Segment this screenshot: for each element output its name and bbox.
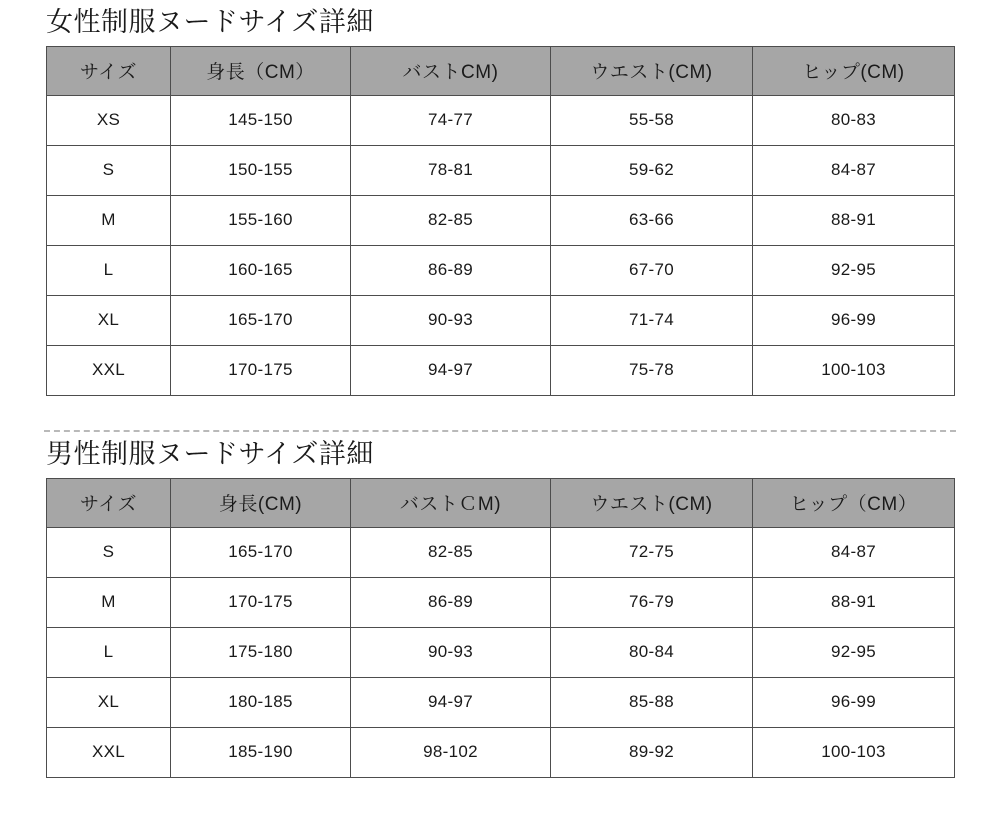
- cell-height: 180-185: [171, 677, 351, 727]
- cell-bust: 90-93: [351, 295, 551, 345]
- table-row: [47, 627, 955, 677]
- cell-bust: 94-97: [351, 345, 551, 395]
- cell-height: 165-170: [171, 295, 351, 345]
- female-table-body: [47, 95, 955, 395]
- cell-height: 145-150: [171, 95, 351, 145]
- table-row: [47, 95, 955, 145]
- column-header-waist: ウエスト(CM): [551, 46, 753, 95]
- cell-hip: 92-95: [753, 627, 955, 677]
- male-table-head: [47, 478, 955, 527]
- table-row: [47, 577, 955, 627]
- cell-bust: 82-85: [351, 527, 551, 577]
- cell-hip: 80-83: [753, 95, 955, 145]
- cell-height: 155-160: [171, 195, 351, 245]
- male-table-body: [47, 527, 955, 777]
- cell-hip: 92-95: [753, 245, 955, 295]
- cell-waist: 80-84: [551, 627, 753, 677]
- cell-height: 170-175: [171, 345, 351, 395]
- cell-hip: 84-87: [753, 527, 955, 577]
- female-size-table: [46, 46, 955, 396]
- table-row: [47, 295, 955, 345]
- male-section-title: 男性制服ヌードサイズ詳細: [46, 439, 374, 469]
- table-row: [47, 145, 955, 195]
- cell-bust: 74-77: [351, 95, 551, 145]
- column-header-hip: ヒップ(CM): [753, 46, 955, 95]
- cell-waist: 72-75: [551, 527, 753, 577]
- cell-waist: 85-88: [551, 677, 753, 727]
- column-header-size: サイズ: [47, 478, 171, 527]
- cell-waist: 63-66: [551, 195, 753, 245]
- cell-height: 185-190: [171, 727, 351, 777]
- cell-bust: 86-89: [351, 577, 551, 627]
- female-section-title: 女性制服ヌードサイズ詳細: [46, 7, 374, 37]
- table-row: [47, 245, 955, 295]
- cell-size: L: [47, 627, 171, 677]
- cell-hip: 100-103: [753, 727, 955, 777]
- cell-size: XXL: [47, 727, 171, 777]
- cell-hip: 96-99: [753, 677, 955, 727]
- cell-bust: 86-89: [351, 245, 551, 295]
- cell-bust: 78-81: [351, 145, 551, 195]
- cell-waist: 71-74: [551, 295, 753, 345]
- table-row: [47, 527, 955, 577]
- cell-size: S: [47, 145, 171, 195]
- cell-height: 170-175: [171, 577, 351, 627]
- section-divider: [44, 430, 956, 432]
- column-header-bust: バストCM): [351, 46, 551, 95]
- cell-height: 160-165: [171, 245, 351, 295]
- cell-bust: 90-93: [351, 627, 551, 677]
- column-header-size: サイズ: [47, 46, 171, 95]
- cell-height: 165-170: [171, 527, 351, 577]
- cell-hip: 88-91: [753, 195, 955, 245]
- column-header-hip: ヒップ（CM）: [753, 478, 955, 527]
- table-row: [47, 345, 955, 395]
- cell-waist: 76-79: [551, 577, 753, 627]
- cell-size: XXL: [47, 345, 171, 395]
- column-header-waist: ウエスト(CM): [551, 478, 753, 527]
- cell-hip: 88-91: [753, 577, 955, 627]
- cell-hip: 84-87: [753, 145, 955, 195]
- table-row: [47, 677, 955, 727]
- cell-waist: 89-92: [551, 727, 753, 777]
- cell-bust: 98-102: [351, 727, 551, 777]
- table-row: [47, 727, 955, 777]
- male-size-table: [46, 478, 955, 778]
- column-header-bust: バストＣM): [351, 478, 551, 527]
- column-header-height: 身長（CM）: [171, 46, 351, 95]
- table-header-row: [47, 478, 955, 527]
- cell-waist: 75-78: [551, 345, 753, 395]
- cell-size: XL: [47, 295, 171, 345]
- cell-height: 150-155: [171, 145, 351, 195]
- cell-bust: 94-97: [351, 677, 551, 727]
- cell-height: 175-180: [171, 627, 351, 677]
- cell-size: XS: [47, 95, 171, 145]
- cell-waist: 55-58: [551, 95, 753, 145]
- cell-hip: 100-103: [753, 345, 955, 395]
- cell-size: M: [47, 195, 171, 245]
- female-size-section: [0, 8, 1000, 396]
- cell-waist: 59-62: [551, 145, 753, 195]
- cell-bust: 82-85: [351, 195, 551, 245]
- cell-size: XL: [47, 677, 171, 727]
- cell-hip: 96-99: [753, 295, 955, 345]
- cell-size: M: [47, 577, 171, 627]
- table-header-row: [47, 46, 955, 95]
- cell-waist: 67-70: [551, 245, 753, 295]
- cell-size: L: [47, 245, 171, 295]
- male-size-section: [0, 440, 1000, 778]
- table-row: [47, 195, 955, 245]
- column-header-height: 身長(CM): [171, 478, 351, 527]
- female-table-head: [47, 46, 955, 95]
- cell-size: S: [47, 527, 171, 577]
